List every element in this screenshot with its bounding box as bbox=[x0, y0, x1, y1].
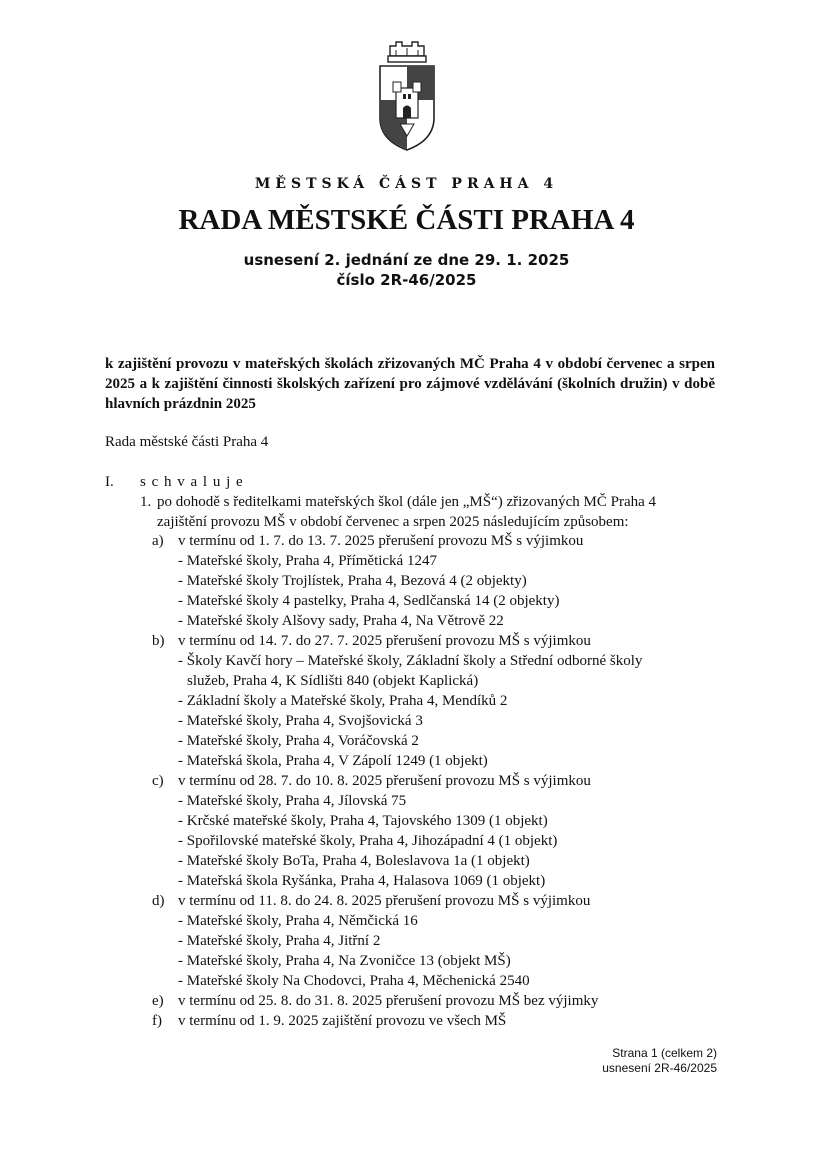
exception-item: - Základní školy a Mateřské školy, Praha 4, Mendíků 2 bbox=[178, 693, 508, 709]
exception-item: - Mateřské školy, Praha 4, Na Zvoničce 13 (objekt MŠ) bbox=[178, 953, 511, 969]
period-text: v termínu od 1. 7. do 13. 7. 2025 přerušení provozu MŠ s výjimkou bbox=[178, 533, 584, 549]
period-letter: a) bbox=[152, 533, 164, 549]
exception-item: - Krčské mateřské školy, Praha 4, Tajovského 1309 (1 objekt) bbox=[178, 813, 548, 829]
exception-item: - Mateřské školy, Praha 4, Jílovská 75 bbox=[178, 793, 407, 809]
period-letter: e) bbox=[152, 993, 164, 1009]
exception-item: - Mateřské školy, Praha 4, Přímětická 1247 bbox=[178, 553, 437, 569]
exception-item: - Mateřské školy, Praha 4, Svojšovická 3 bbox=[178, 713, 423, 729]
period-letter: b) bbox=[152, 633, 165, 649]
exception-item: - Mateřské školy, Praha 4, Jitřní 2 bbox=[178, 933, 381, 949]
item-text-line-1: po dohodě s ředitelkami mateřských škol (dále jen „MŠ“) zřizovaných MČ Praha 4 bbox=[157, 494, 657, 510]
exception-item: - Školy Kavčí hory – Mateřské školy, Základní školy a Střední odborné školy bbox=[178, 653, 643, 669]
section-verb: s c h v a l u j e bbox=[140, 474, 244, 490]
coat-of-arms-icon bbox=[376, 40, 438, 152]
item-number: 1. bbox=[140, 494, 152, 510]
resolution-subject: k zajištění provozu v mateřských školách zřizovaných MČ Praha 4 v období červenec a srpen 2025 a k zajištění činnosti školských zařízení pro zájmové vzdělávání (školních družin) v době hlavních prázdnin 2025 bbox=[105, 356, 715, 412]
period-text: v termínu od 1. 9. 2025 zajištění provozu ve všech MŠ bbox=[178, 1013, 507, 1029]
period-text: v termínu od 28. 7. do 10. 8. 2025 přerušení provozu MŠ s výjimkou bbox=[178, 773, 591, 789]
exception-item: - Mateřské školy, Praha 4, Němčická 16 bbox=[178, 913, 418, 929]
period-text: v termínu od 25. 8. do 31. 8. 2025 přerušení provozu MŠ bez výjimky bbox=[178, 993, 599, 1009]
municipality-name: MĚSTSKÁ ČÁST PRAHA 4 bbox=[254, 176, 559, 192]
page-footer bbox=[602, 1046, 717, 1076]
period-text: v termínu od 14. 7. do 27. 7. 2025 přerušení provozu MŠ s výjimkou bbox=[178, 633, 591, 649]
exception-item: - Spořilovské mateřské školy, Praha 4, Jihozápadní 4 (1 objekt) bbox=[178, 833, 558, 849]
resolution-line: usnesení 2. jednání ze dne 29. 1. 2025 bbox=[243, 251, 570, 269]
document-title: RADA MĚSTSKÉ ČÁSTI PRAHA 4 bbox=[178, 204, 635, 236]
exception-item: - Mateřské školy 4 pastelky, Praha 4, Sedlčanská 14 (2 objekty) bbox=[178, 593, 560, 609]
exception-item: - Mateřské školy Alšovy sady, Praha 4, Na Větrově 22 bbox=[178, 613, 504, 629]
exception-item: - Mateřská škola Ryšánka, Praha 4, Halasova 1069 (1 objekt) bbox=[178, 873, 546, 889]
exception-item: - Mateřské školy BoTa, Praha 4, Boleslavova 1a (1 objekt) bbox=[178, 853, 530, 869]
footer-resolution: usnesení 2R-46/2025 bbox=[602, 1061, 717, 1075]
council-name: Rada městské části Praha 4 bbox=[105, 434, 269, 450]
exception-item: - Mateřská škola, Praha 4, V Zápolí 1249 (1 objekt) bbox=[178, 753, 488, 769]
period-letter: f) bbox=[152, 1013, 162, 1029]
exception-item: - Mateřské školy Trojlístek, Praha 4, Bezová 4 (2 objekty) bbox=[178, 573, 527, 589]
item-text-line-2: zajištění provozu MŠ v období červenec a srpen 2025 následujícím způsobem: bbox=[157, 514, 629, 530]
page-number: Strana 1 (celkem 2) bbox=[612, 1046, 717, 1060]
exception-item: - Mateřské školy, Praha 4, Voráčovská 2 bbox=[178, 733, 419, 749]
resolution-number: číslo 2R-46/2025 bbox=[336, 271, 477, 289]
period-text: v termínu od 11. 8. do 24. 8. 2025 přerušení provozu MŠ s výjimkou bbox=[178, 893, 591, 909]
period-letter: d) bbox=[152, 893, 165, 909]
section-number: I. bbox=[105, 474, 114, 490]
exception-item: - Mateřské školy Na Chodovci, Praha 4, Měchenická 2540 bbox=[178, 973, 530, 989]
exception-item-continued: služeb, Praha 4, K Sídlišti 840 (objekt Kaplická) bbox=[187, 673, 479, 689]
period-letter: c) bbox=[152, 773, 164, 789]
